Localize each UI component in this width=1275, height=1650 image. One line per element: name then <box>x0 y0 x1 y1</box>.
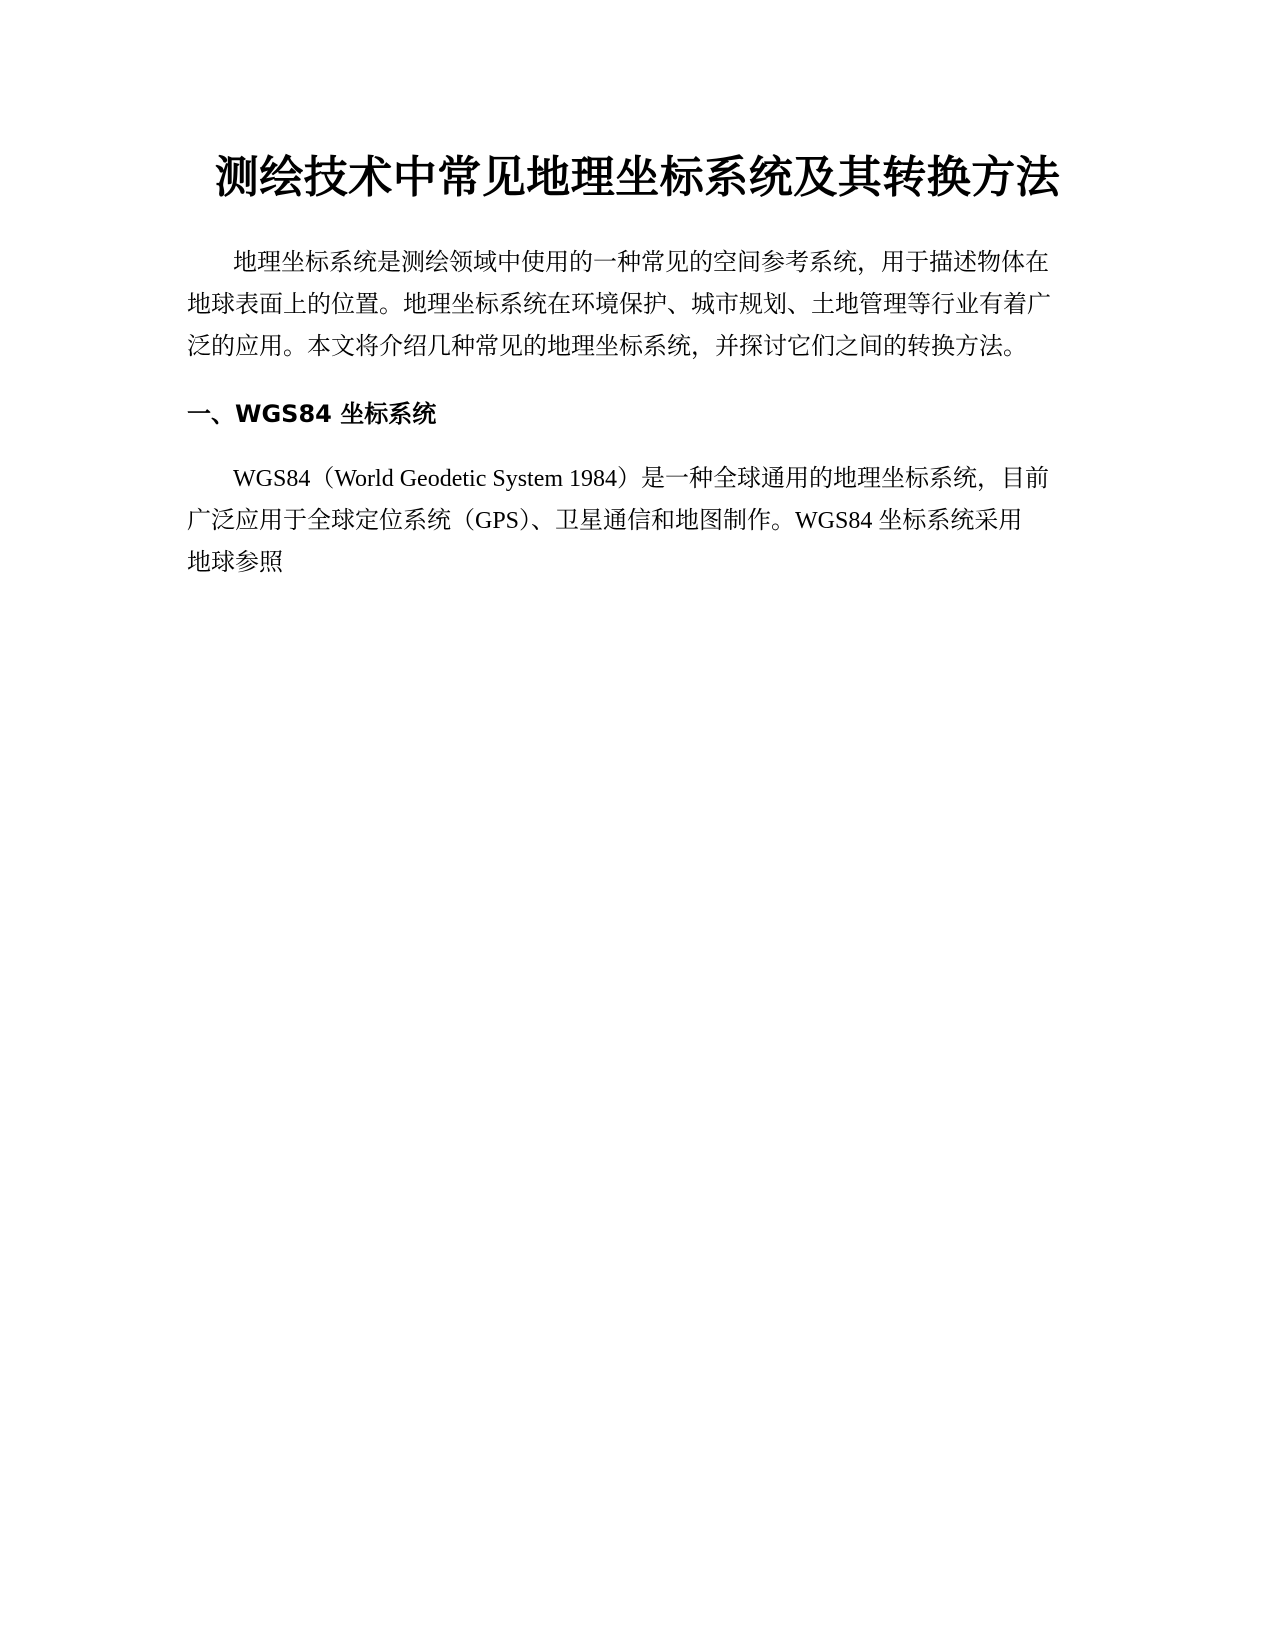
section-heading-wgs84: 一、WGS84 坐标系统 <box>187 400 437 428</box>
paragraph-line: WGS84（World Geodetic System 1984）是一种全球通用的地理坐标系统，目前 <box>233 466 1050 492</box>
paragraph-line: 广泛应用于全球定位系统（GPS）、卫星通信和地图制作。WGS84 坐标系统采用 <box>187 508 1023 534</box>
paragraph-line: 泛的应用。本文将介绍几种常见的地理坐标系统，并探讨它们之间的转换方法。 <box>187 334 1027 360</box>
wgs84-paragraph <box>187 458 1087 584</box>
paragraph-line: 地球表面上的位置。地理坐标系统在环境保护、城市规划、土地管理等行业有着广 <box>187 292 1051 318</box>
paragraph-line: 地理坐标系统是测绘领域中使用的一种常见的空间参考系统，用于描述物体在 <box>233 250 1049 276</box>
document-title: 测绘技术中常见地理坐标系统及其转换方法 <box>214 152 1061 203</box>
paragraph-line: 地球参照 <box>187 550 283 576</box>
intro-paragraph <box>187 242 1087 368</box>
